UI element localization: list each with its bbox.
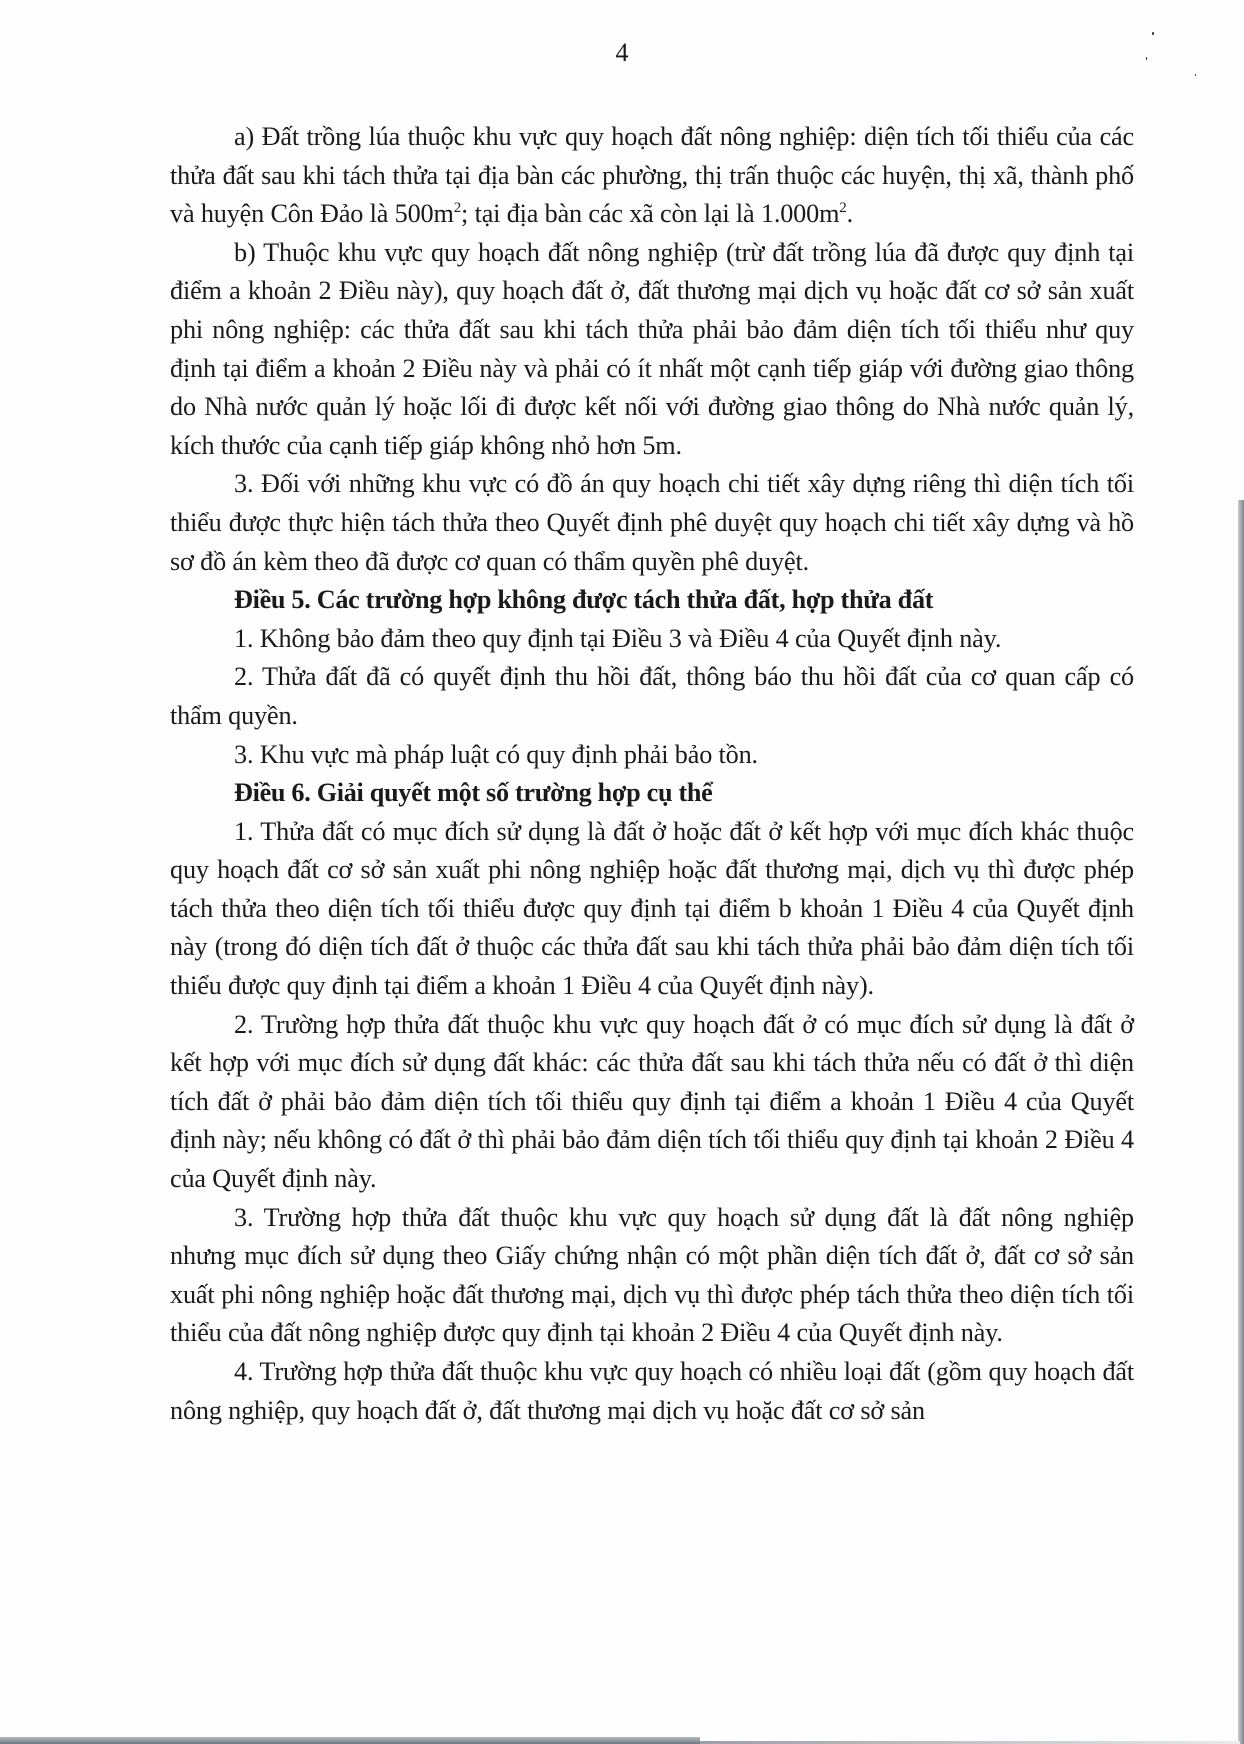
scan-speck — [1195, 74, 1196, 76]
article-6-item: 2. Trường hợp thửa đất thuộc khu vực quy hoạch đất ở có mục đích sử dụng là đất ở kết hợp với mục đích sử dụng đất khác: các thửa đất sau khi tách thửa nếu có đất ở thì diện tích đất ở phải bảo đảm diện tích tối thiểu quy định tại điểm a khoản 1 Điều 4 của Quyết định này; nếu không có đất ở thì phải bảo đảm diện tích tối thiểu quy định tại khoản 2 Điều 4 của Quyết định này. — [170, 1009, 1134, 1194]
paragraph-point-b: b) Thuộc khu vực quy hoạch đất nông nghiệp (trừ đất trồng lúa đã được quy định tại điểm a khoản 2 Điều này), quy hoạch đất ở, đất thương mại dịch vụ hoặc đất cơ sở sản xuất phi nông nghiệp: các thửa đất sau khi tách thửa phải bảo đảm diện tích tối thiểu như quy định tại điểm a khoản 2 Điều này và phải có ít nhất một cạnh tiếp giáp với đường giao thông do Nhà nước quản lý hoặc lối đi được kết nối với đường giao thông do Nhà nước quản lý, kích thước của cạnh tiếp giáp không nhỏ hơn 5m. — [170, 237, 1134, 460]
page-number: 4 — [615, 38, 629, 67]
article-5-heading: Điều 5. Các trường hợp không được tách thửa đất, hợp thửa đất — [234, 585, 934, 615]
article-6-item: 3. Trường hợp thửa đất thuộc khu vực quy hoạch sử dụng đất là đất nông nghiệp nhưng mục đích sử dụng theo Giấy chứng nhận có một phần diện tích đất ở, đất cơ sở sản xuất phi nông nghiệp hoặc đất thương mại, dịch vụ thì được phép tách thửa theo diện tích tối thiểu của đất nông nghiệp được quy định tại khoản 2 Điều 4 của Quyết định này. — [170, 1202, 1134, 1348]
article-5-item: 3. Khu vực mà pháp luật có quy định phải bảo tồn. — [234, 739, 758, 769]
scan-speck — [1152, 32, 1154, 35]
paragraph-text: ; tại địa bàn các xã còn lại là 1.000m — [461, 199, 840, 229]
paragraph-point-a — [170, 118, 1134, 234]
article-6-heading: Điều 6. Giải quyết một số trường hợp cụ thể — [234, 778, 713, 808]
article-5-item: 2. Thửa đất đã có quyết định thu hồi đất, thông báo thu hồi đất của cơ quan cấp có thẩm quyền. — [170, 662, 1134, 730]
paragraph-clause-3: 3. Đối với những khu vực có đồ án quy hoạch chi tiết xây dựng riêng thì diện tích tối thiểu được thực hiện tách thửa theo Quyết định phê duyệt quy hoạch chi tiết xây dựng và hồ sơ đồ án kèm theo đã được cơ quan có thẩm quyền phê duyệt. — [170, 469, 1134, 576]
article-6-item: 1. Thửa đất có mục đích sử dụng là đất ở hoặc đất ở kết hợp với mục đích khác thuộc quy hoạch đất cơ sở sản xuất phi nông nghiệp hoặc đất thương mại, dịch vụ thì được phép tách thửa theo diện tích tối thiểu được quy định tại điểm b khoản 1 Điều 4 của Quyết định này (trong đó diện tích đất ở thuộc các thửa đất sau khi tách thửa phải bảo đảm diện tích tối thiểu được quy định tại điểm a khoản 1 Điều 4 của Quyết định này). — [170, 816, 1134, 1001]
paragraph-text: . — [846, 199, 854, 229]
paragraph-text: a) Đất trồng lúa thuộc khu vực quy hoạch đất nông nghiệp: diện tích tối thiểu của các thửa đất sau khi tách thửa tại địa bàn các phường, thị trấn thuộc các huyện, thị xã, thành phố và huyện Côn Đảo là 500m — [170, 122, 1134, 229]
superscript: 2 — [453, 200, 462, 217]
scan-edge-right — [1238, 500, 1244, 1744]
superscript: 2 — [839, 200, 847, 217]
article-6-item: 4. Trường hợp thửa đất thuộc khu vực quy hoạch có nhiều loại đất (gồm quy hoạch đất nông nghiệp, quy hoạch đất ở, đất thương mại dịch vụ hoặc đất cơ sở sản — [170, 1357, 1134, 1425]
document-body — [170, 118, 1134, 1430]
scan-edge-bottom — [0, 1737, 700, 1744]
article-5-item: 1. Không bảo đảm theo quy định tại Điều 3 và Điều 4 của Quyết định này. — [234, 623, 1002, 653]
